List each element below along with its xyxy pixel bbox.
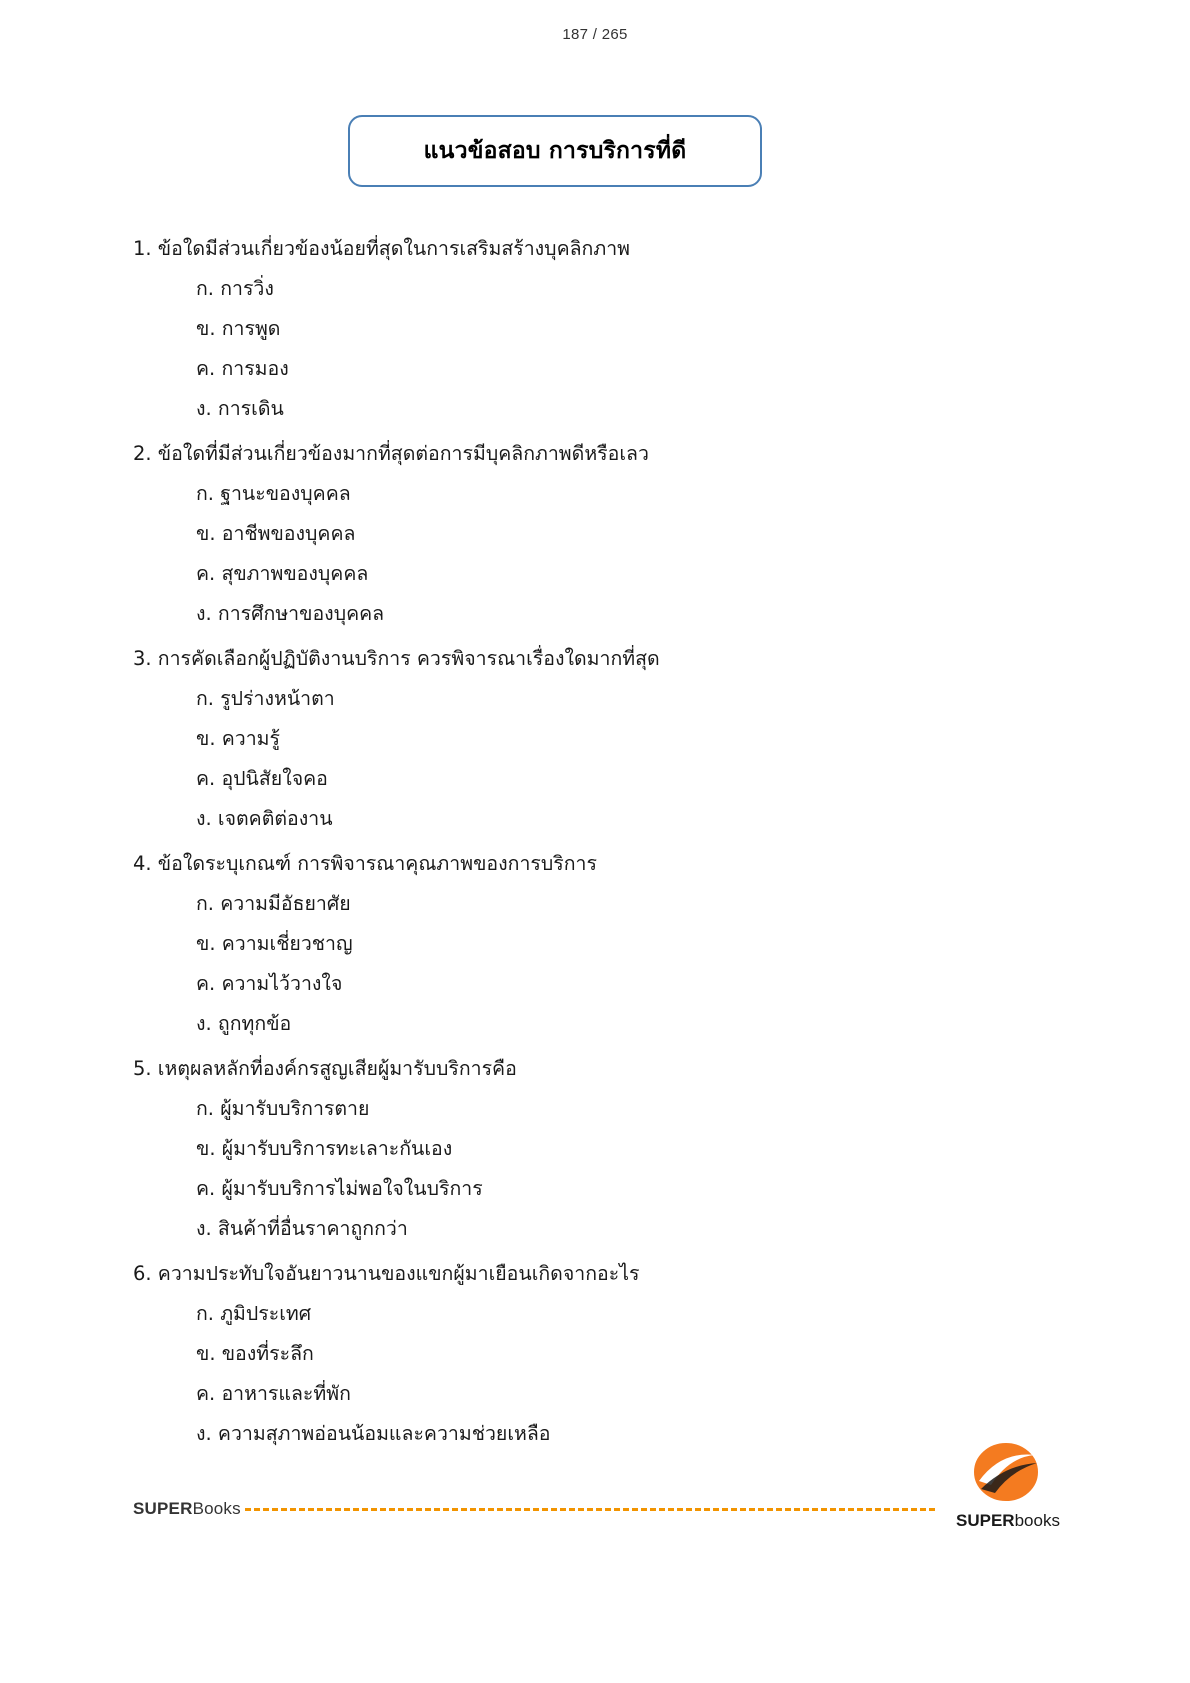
question-item [133, 843, 1063, 1044]
choice-option: ง. เจตคติต่องาน [196, 807, 333, 830]
choice-option: ข. ผู้มารับบริการทะเลาะกันเอง [196, 1137, 453, 1160]
question-text: 4. ข้อใดระบุเกณฑ์ การพิจารณาคุณภาพของการบริการ [133, 852, 597, 875]
choice-option: ข. ของที่ระลึก [196, 1342, 314, 1365]
question-text: 3. การคัดเลือกผู้ปฏิบัติงานบริการ ควรพิจารณาเรื่องใดมากที่สุด [133, 647, 660, 670]
question-item [133, 228, 1063, 429]
choice-option: ก. ภูมิประเทศ [196, 1302, 312, 1325]
choice-option: ก. รูปร่างหน้าตา [196, 687, 335, 710]
question-item [133, 1048, 1063, 1249]
footer-logo-text [953, 1511, 1063, 1531]
question-text: 1. ข้อใดมีส่วนเกี่ยวข้องน้อยที่สุดในการเสริมสร้างบุคลิกภาพ [133, 237, 631, 260]
question-item [133, 433, 1063, 634]
swoosh-icon [971, 1441, 1041, 1503]
choice-option: ง. การเดิน [196, 397, 284, 420]
choice-option: ง. การศึกษาของบุคคล [196, 602, 385, 625]
footer-brand-rest: Books [192, 1499, 241, 1518]
superbooks-logo [953, 1441, 1063, 1533]
choice-option: ข. การพูด [196, 317, 281, 340]
page-title: แนวข้อสอบ การบริการที่ดี [423, 138, 687, 164]
questions-list [133, 228, 1063, 1458]
choice-option: ค. ผู้มารับบริการไม่พอใจในบริการ [196, 1177, 483, 1200]
choice-option: ก. การวิ่ง [196, 277, 274, 300]
question-item [133, 638, 1063, 839]
question-text: 2. ข้อใดที่มีส่วนเกี่ยวข้องมากที่สุดต่อการมีบุคลิกภาพดีหรือเลว [133, 442, 649, 465]
choice-option: ก. ความมีอัธยาศัย [196, 892, 351, 915]
choice-option: ข. ความรู้ [196, 727, 280, 750]
footer-divider [245, 1508, 935, 1511]
choice-option: ค. การมอง [196, 357, 289, 380]
choice-option: ก. ฐานะของบุคคล [196, 482, 351, 505]
choice-option: ค. ความไว้วางใจ [196, 972, 343, 995]
choice-option: ข. ความเชี่ยวชาญ [196, 932, 353, 955]
footer-brand [133, 1499, 241, 1519]
choice-option: ค. อาหารและที่พัก [196, 1382, 351, 1405]
exam-title-box [348, 115, 762, 187]
choice-option: ง. ความสุภาพอ่อนน้อมและความช่วยเหลือ [196, 1422, 551, 1445]
footer-brand-bold: SUPER [133, 1499, 193, 1518]
page-footer [133, 1473, 1063, 1533]
choice-option: ค. อุปนิสัยใจคอ [196, 767, 328, 790]
question-item [133, 1253, 1063, 1454]
choice-option: ข. อาชีพของบุคคล [196, 522, 356, 545]
choice-option: ง. สินค้าที่อื่นราคาถูกกว่า [196, 1217, 408, 1240]
question-text: 5. เหตุผลหลักที่องค์กรสูญเสียผู้มารับบริการคือ [133, 1057, 517, 1080]
footer-logo-bold: SUPER [956, 1511, 1015, 1530]
question-text: 6. ความประทับใจอันยาวนานของแขกผู้มาเยือนเกิดจากอะไร [133, 1262, 640, 1285]
choice-option: ก. ผู้มารับบริการตาย [196, 1097, 370, 1120]
page-indicator: 187 / 265 [562, 26, 628, 43]
choice-option: ง. ถูกทุกข้อ [196, 1012, 292, 1035]
choice-option: ค. สุขภาพของบุคคล [196, 562, 369, 585]
footer-logo-rest: books [1014, 1511, 1060, 1530]
